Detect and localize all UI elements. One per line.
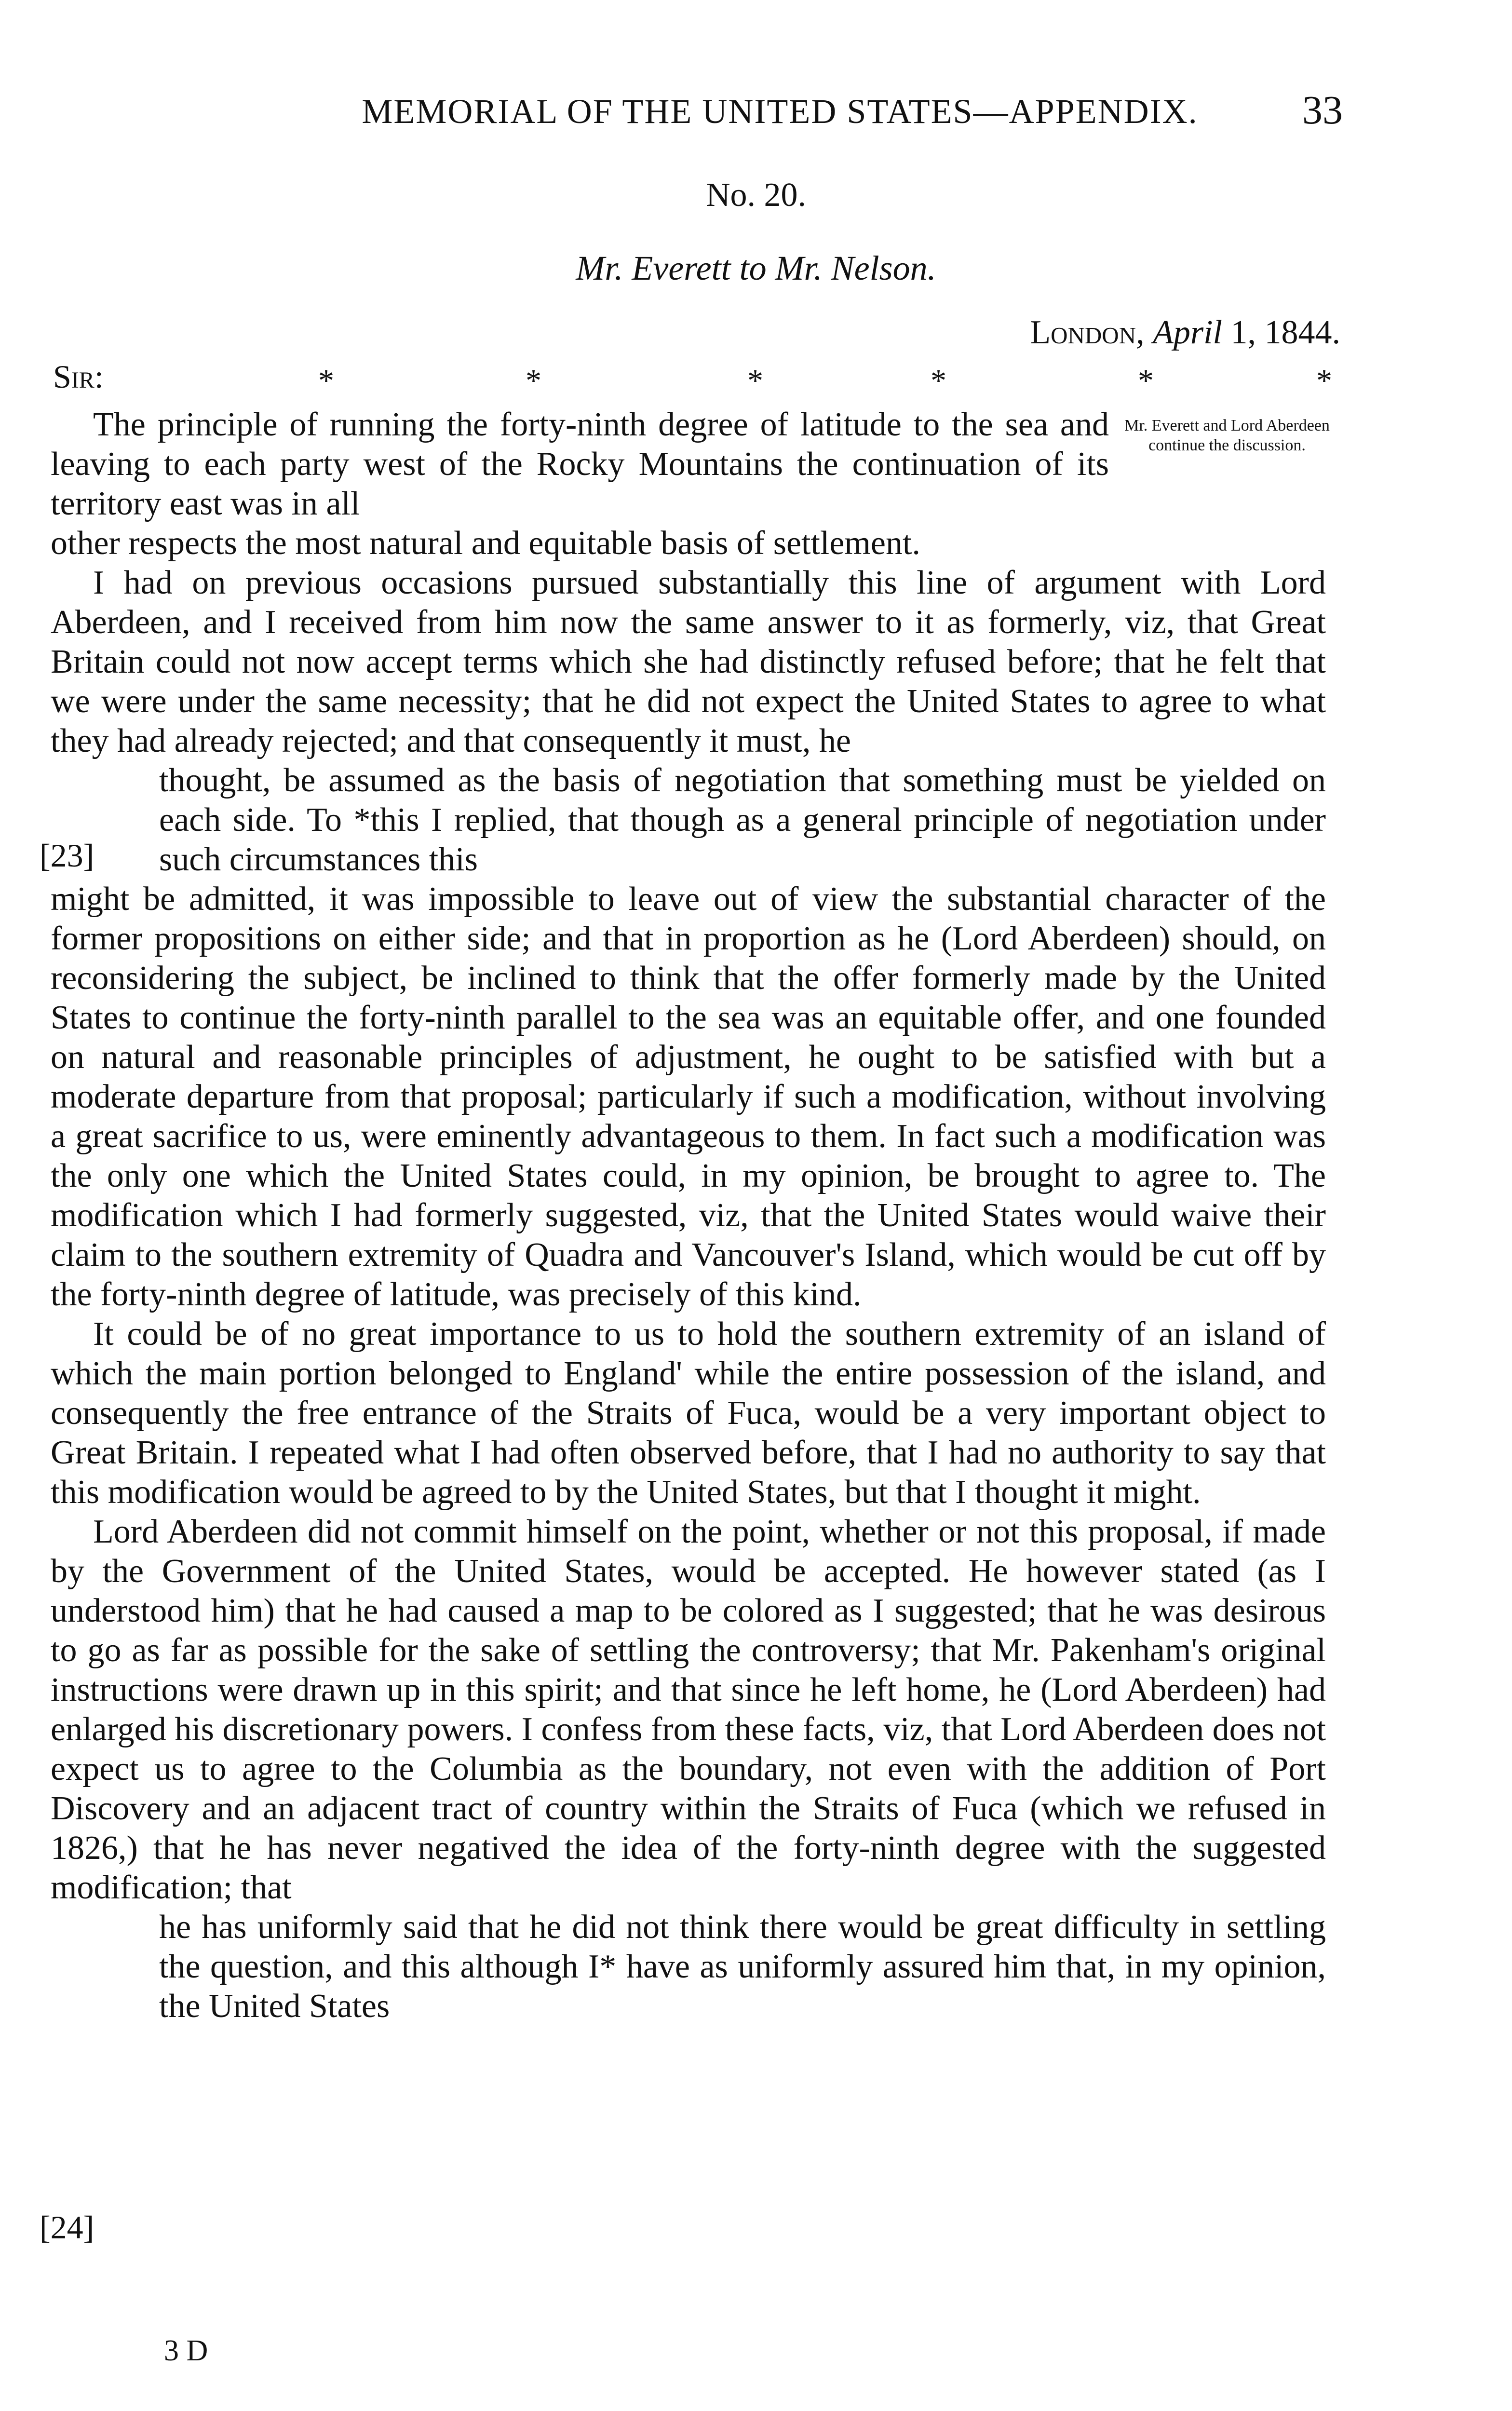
paragraph: he has uniformly said that he did not think there would be great difficulty in settling the question, and this although I* have as uniformly assured him that, in my opinion, the United States (159, 1909, 1326, 2025)
dateline (858, 313, 1340, 352)
document-number: No. 20. (705, 176, 807, 214)
paragraph: Lord Aberdeen did not commit himself on the point, whether or not this proposal, if made by the Government of the United States, would be accepted. He however stated (as I understood him) that he had caused a map to be colored as I suggested; that he was desirous to go as far as possible for the sake of settling the controversy; that Mr. Pakenham's original instructions were drawn up in this spirit; and that since he left home, he (Lord Aberdeen) had enlarged his discretionary powers. I confess from these facts, viz, that Lord Aberdeen does not expect us to agree to the Columbia as the boundary, not even with the addition of Port Discovery and an adjacent tract of country within the Straits of Fuca (which we refused in 1826,) that he has never negatived the idea of the forty-ninth degree with the suggested modification; that (51, 1513, 1326, 1906)
ellipsis-mark: * (526, 363, 541, 398)
dateline-day-year: 1, 1844. (1230, 314, 1340, 351)
star-page-reference: [23] (40, 837, 94, 874)
ellipsis-mark: * (318, 363, 334, 398)
document-title: Mr. Everett to Mr. Nelson. (576, 249, 936, 287)
star-page-reference: [24] (40, 2209, 94, 2246)
paragraph: might be admitted, it was impossible to leave out of view the substantial character of the former propositions on either side; and that in proportion as he (Lord Aberdeen) should, on reconsidering the subject, be inclined to think that the offer formerly made by the United States to continue the forty-ninth parallel to the sea was an equitable offer, and one founded on natural and reasonable principles of adjustment, he ought to be satisfied with but a moderate departure from that proposal; particularly if such a modification, without involving a great sacrifice to us, were eminently advantageous to them. In fact such a modification was the only one which the United States could, in my opinion, be brought to agree to. The modification which I had formerly suggested, viz, that the United States would waive their claim to the southern extremity of Quadra and Vancouver's Island, which would be cut off by the forty-ninth degree of latitude, was precisely of this kind. (51, 880, 1326, 1313)
paragraph: I had on previous occasions pursued substantially this line of argument with Lord Aberdeen, and I received from him now the same answer to it as formerly, viz, that Great Britain could not now accept terms which she had distinctly refused before; that he felt that we were under the same necessity; that he did not expect the United States to agree to what they had already rejected; and that consequently it must, he (51, 564, 1326, 759)
ellipsis-mark: * (1138, 363, 1154, 398)
running-title: MEMORIAL OF THE UNITED STATES—APPENDIX. (362, 92, 1198, 131)
ellipsis-mark: * (747, 363, 763, 398)
signature-mark: 3 D (164, 2334, 208, 2367)
paragraph: It could be of no great importance to us to hold the southern extremity of an island of which the main portion belonged to England' while the entire possession of the island, and consequently the free entrance of the Straits of Fuca, would be a very important object to Great Britain. I repeated what I had often observed before, that I had no authority to say that this modification would be agreed to by the United States, but that I thought it might. (51, 1315, 1326, 1511)
paragraph: The principle of running the forty-ninth degree of latitude to the sea and leaving to each party west of the Rocky Mountains the continuation of its territory east was in all (51, 406, 1109, 522)
paragraph: thought, be assumed as the basis of negotiation that something must be yielded on each side. To *this I replied, that though as a general principle of negotiation under such circumstances this (159, 762, 1326, 878)
letter-body (51, 405, 1326, 2026)
dateline-city: London, (1030, 314, 1145, 351)
dateline-month: April (1153, 314, 1222, 351)
margin-note: Mr. Everett and Lord Aberdeen continue the discussion. (1124, 417, 1330, 454)
page-number: 33 (1302, 88, 1343, 133)
salutation: Sir: (53, 358, 104, 395)
ellipsis-mark: * (1316, 363, 1332, 398)
ellipsis-mark: * (931, 363, 946, 398)
paragraph: other respects the most natural and equitable basis of settlement. (51, 525, 920, 562)
